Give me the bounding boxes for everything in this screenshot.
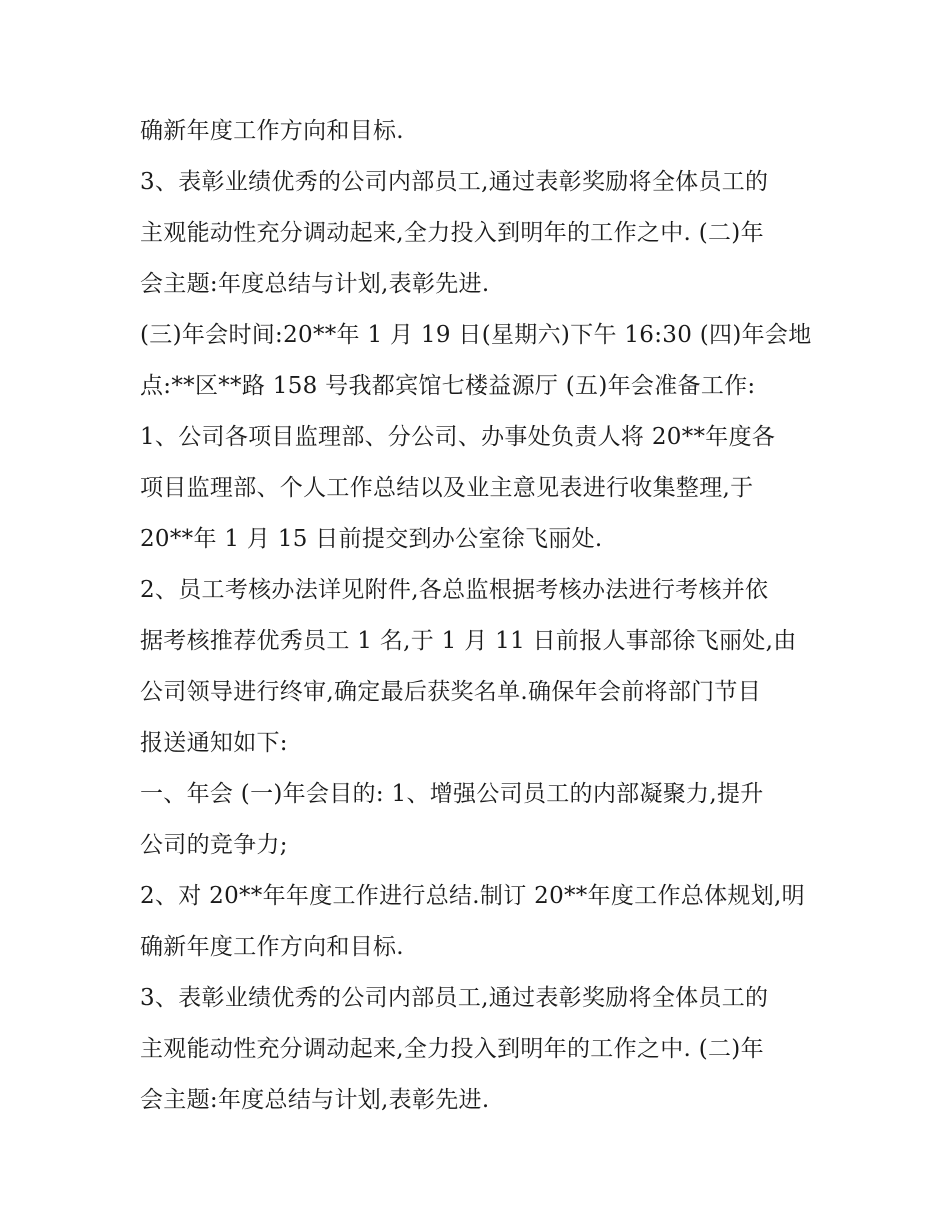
document-body [140,106,820,1126]
text-line: 会主题:年度总结与计划,表彰先进. [140,271,490,297]
text-line: 1、公司各项目监理部、分公司、办事处负责人将 20**年度各 [140,424,776,450]
text-line: 2、对 20**年年度工作进行总结.制订 20**年度工作总体规划,明 [140,883,805,909]
text-line: 主观能动性充分调动起来,全力投入到明年的工作之中. (二)年 [140,220,764,246]
text-line: 确新年度工作方向和目标. [140,934,404,960]
text-line: 公司领导进行终审,确定最后获奖名单.确保年会前将部门节目 [140,679,762,705]
text-line: 报送通知如下: [140,730,288,756]
text-line: 据考核推荐优秀员工 1 名,于 1 月 11 日前报人事部徐飞丽处,由 [140,628,797,654]
text-line: 3、表彰业绩优秀的公司内部员工,通过表彰奖励将全体员工的 [140,169,769,195]
text-line: (三)年会时间:20**年 1 月 19 日(星期六)下午 16:30 (四)年会地 [140,322,812,348]
text-line: 会主题:年度总结与计划,表彰先进. [140,1087,490,1113]
text-line: 20**年 1 月 15 日前提交到办公室徐飞丽处. [140,526,603,552]
text-line: 点:**区**路 158 号我都宾馆七楼益源厅 (五)年会准备工作: [140,373,756,399]
text-line: 确新年度工作方向和目标. [140,118,404,144]
text-line: 项目监理部、个人工作总结以及业主意见表进行收集整理,于 [140,475,754,501]
text-line: 一、年会 (一)年会目的: 1、增强公司员工的内部凝聚力,提升 [140,781,764,807]
text-line: 公司的竞争力; [140,832,288,858]
text-line: 2、员工考核办法详见附件,各总监根据考核办法进行考核并依 [140,577,769,603]
text-line: 3、表彰业绩优秀的公司内部员工,通过表彰奖励将全体员工的 [140,985,769,1011]
text-line: 主观能动性充分调动起来,全力投入到明年的工作之中. (二)年 [140,1036,764,1062]
